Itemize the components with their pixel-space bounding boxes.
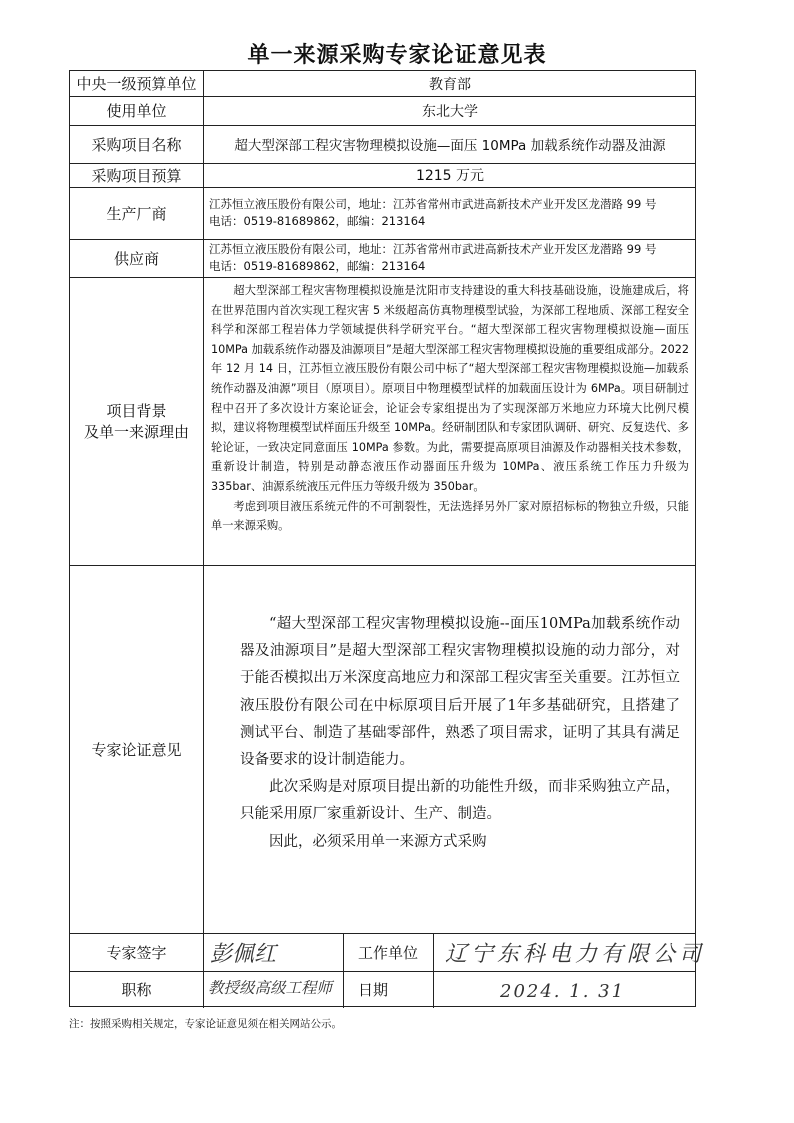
project-name-label: 采购项目名称 <box>91 135 182 154</box>
background-label-line2: 及单一来源理由 <box>83 423 189 441</box>
expert-signature-label: 专家签字 <box>106 943 167 962</box>
supplier-label: 供应商 <box>113 249 159 268</box>
opinion-paragraph: 因此，必须采用单一来源方式采购 <box>269 833 487 850</box>
footnote: 注：按照采购相关规定，专家论证意见须在相关网站公示。 <box>69 1018 342 1030</box>
background-label <box>70 277 203 565</box>
manufacturer-info <box>203 187 697 239</box>
project-budget-label: 采购项目预算 <box>91 166 182 185</box>
supplier-info <box>203 239 697 277</box>
expert-opinion-label: 专家论证意见 <box>91 740 182 759</box>
budget-unit-value: 教育部 <box>429 76 471 93</box>
manufacturer-label: 生产厂商 <box>106 204 167 223</box>
expert-handwritten-signature: 彭佩红 <box>210 942 277 967</box>
supplier-address: 江苏恒立液压股份有限公司，地址：江苏省常州市武进高新技术产业开发区龙潜路 99 号 <box>209 242 657 256</box>
column-divider <box>433 933 434 1008</box>
manufacturer-address: 江苏恒立液压股份有限公司，地址：江苏省常州市武进高新技术产业开发区龙潜路 99 号 <box>209 197 657 211</box>
column-divider <box>203 933 204 1008</box>
work-unit-label: 工作单位 <box>357 943 418 962</box>
opinion-paragraph: 此次采购是对原项目提出新的功能性升级，而非采购独立产品，只能采用原厂家重新设计、生产、制造。 <box>240 779 680 823</box>
budget-unit-label: 中央一级预算单位 <box>76 75 197 93</box>
user-unit-label: 使用单位 <box>106 102 167 120</box>
user-unit-value: 东北大学 <box>422 103 478 120</box>
page-title: 单一来源采购专家论证意见表 <box>247 43 547 68</box>
date-label: 日期 <box>357 981 388 999</box>
opinion-form-table <box>69 70 706 1007</box>
supplier-contact: 电话：0519-81689862，邮编：213164 <box>209 259 426 273</box>
date-handwritten: 2024. 1. 31 <box>500 981 626 1002</box>
background-text <box>203 277 697 565</box>
expert-opinion-text <box>240 611 680 911</box>
project-name-value: 超大型深部工程灾害物理模拟设施—面压 10MPa 加载系统作动器及油源 <box>234 138 666 154</box>
professional-title-label: 职称 <box>121 981 152 999</box>
professional-title-handwritten: 教授级高级工程师 <box>208 979 333 997</box>
project-budget-value: 1215 万元 <box>415 168 485 184</box>
background-label-line1: 项目背景 <box>106 402 167 420</box>
opinion-paragraph: “超大型深部工程灾害物理模拟设施--面压10MPa加载系统作动器及油源项目”是超大型深部工程灾害物理模拟设施的动力部分，对于能否模拟出万米深度高地应力和深部工程灾害至关重要。江苏恒立液压股份有限公司在中标原项目后开展了1年多基础研究，且搭建了测试平台、制造了基础零部件，熟悉了项目需求，证明了其具有满足设备要求的设计制造能力。 <box>240 616 680 769</box>
background-paragraph: 考虑到项目液压系统元件的不可割裂性，无法选择另外厂家对原招标标的物独立升级，只能单一来源采购。 <box>211 499 689 533</box>
manufacturer-contact: 电话：0519-81689862，邮编：213164 <box>209 214 426 228</box>
background-paragraph: 超大型深部工程灾害物理模拟设施是沈阳市支持建设的重大科技基础设施，设施建成后，将在世界范围内首次实现工程灾害 5 米级超高仿真物理模型试验，为深部工程地质、深部工程安全科学和深部工程岩体力学领域提供科学研究平台。“超大型深部工程灾害物理模拟设施—面压 10MPa 加载系统作动器及油源项目”是超大型深部工程灾害物理模拟设施的重要组成部分。2022 年 12 月 14 日，江苏恒立液压股份有限公司中标了“超大型深部工程灾害物理模拟设施—加载系统作动器及油源”项目（原项目）。原项目中物理模型试样的加载面压设计为 6MPa。项目研制过程中召开了多次设计方案论证会，论证会专家组提出为了实现深部万米地应力环境大比例尺模拟，建议将物理模型试样面压升级至 10MPa。经研制团队和专家团队调研、研究、反复迭代、多轮论证，一致决定同意面压 10MPa 参数。为此，需要提高原项目油源及作动器相关技术参数，重新设计制造，特别是动静态液压作动器面压升级为 10MPa、液压系统工作压力升级为 335bar、油源系统液压元件压力等级升级为 350bar。 <box>211 284 689 493</box>
work-unit-handwritten: 辽宁东科电力有限公司 <box>445 942 706 967</box>
